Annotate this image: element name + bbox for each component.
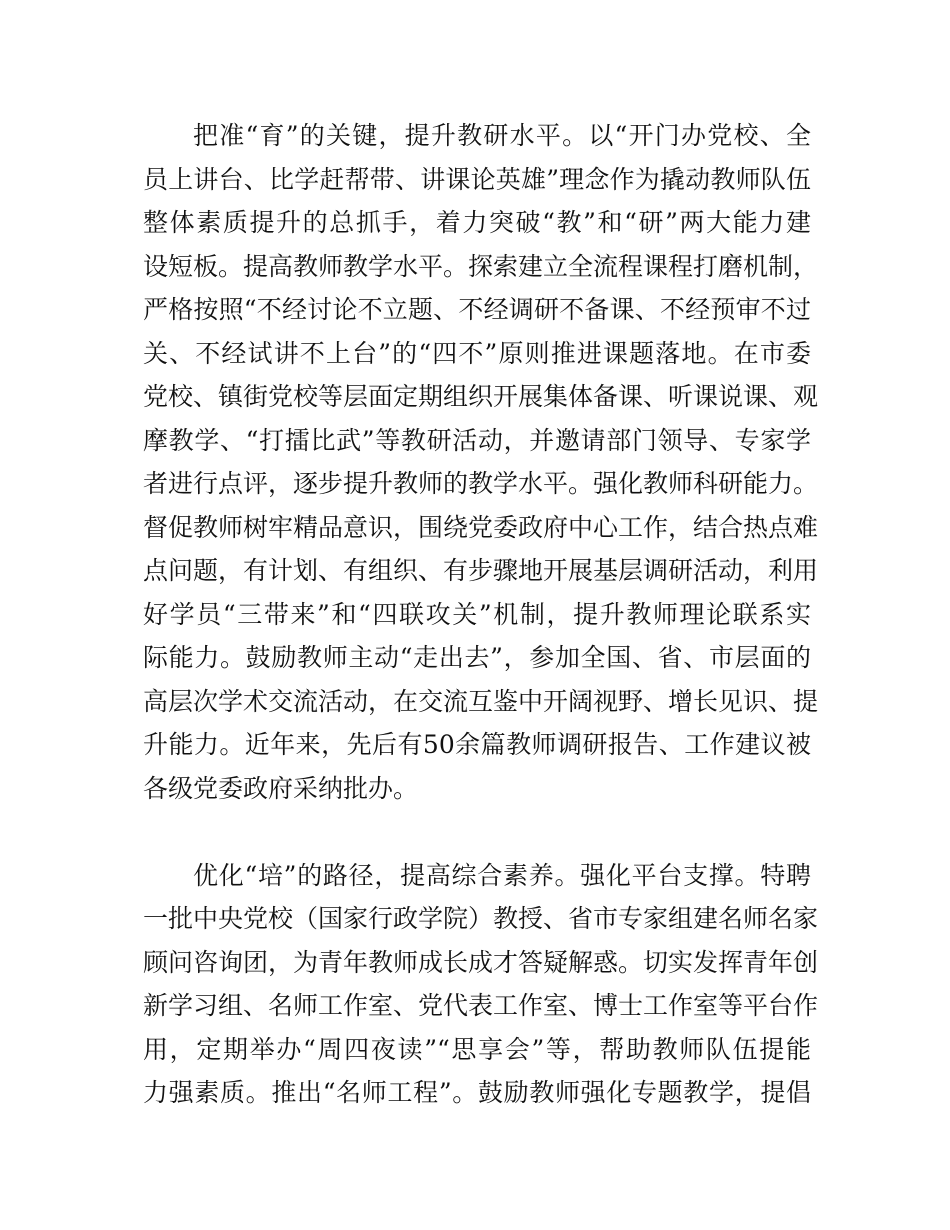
paragraph-1-line-11: 点问题，有计划、有组织、有步骤地开展基层调研活动，利用 — [143, 556, 819, 585]
paragraph-1-line-6: 关、不经试讲不上台”的“四不”原则推进课题落地。在市委 — [143, 338, 811, 368]
paragraph-2-line-3: 顾问咨询团，为青年教师成长成才答疑解惑。切实发挥青年创 — [143, 947, 819, 977]
paragraph-1-line-12: 好学员“三带来”和“四联攻关”机制，提升教师理论联系实 — [143, 599, 811, 629]
paragraph-2-line-4: 新学习组、名师工作室、党代表工作室、博士工作室等平台作 — [143, 991, 819, 1020]
paragraph-1-line-4: 设短板。提高教师教学水平。探索建立全流程课程打磨机制， — [143, 251, 819, 281]
paragraph-1-line-8: 摩教学、“打擂比武”等教研活动，并邀请部门领导、专家学 — [143, 425, 811, 455]
paragraph-1-line-15: 升能力。近年来，先后有50余篇教师调研报告、工作建议被 — [143, 730, 811, 759]
paragraph-1 — [143, 114, 819, 810]
paragraph-1-line-2: 员上讲台、比学赶帮带、讲课论英雄”理念作为撬动教师队伍 — [143, 164, 811, 194]
paragraph-1-line-16: 各级党委政府采纳批办。 — [143, 773, 419, 803]
paragraph-2 — [143, 854, 819, 1115]
paragraph-1-line-1: 把准“育”的关键，提升教研水平。以“开门办党校、全 — [193, 121, 811, 150]
paragraph-2-line-2: 一批中央党校（国家行政学院）教授、省市专家组建名师名家 — [143, 904, 819, 933]
paragraph-1-line-10: 督促教师树牢精品意识，围绕党委政府中心工作，结合热点难 — [143, 512, 819, 542]
paragraph-1-line-13: 际能力。鼓励教师主动“走出去”，参加全国、省、市层面的 — [143, 643, 811, 672]
paragraph-2-line-6: 力强素质。推出“名师工程”。鼓励教师强化专题教学，提倡 — [143, 1078, 811, 1107]
document-body — [143, 114, 819, 1115]
paragraph-2-line-5: 用，定期举办“周四夜读”“思享会”等，帮助教师队伍提能 — [143, 1034, 811, 1064]
paragraph-2-line-1: 优化“培”的路径，提高综合素养。强化平台支撑。特聘 — [193, 860, 811, 890]
paragraph-spacer — [143, 810, 811, 854]
paragraph-1-line-7: 党校、镇街党校等层面定期组织开展集体备课、听课说课、观 — [143, 382, 819, 411]
paragraph-1-line-3: 整体素质提升的总抓手，着力突破“教”和“研”两大能力建 — [143, 208, 811, 237]
paragraph-1-line-9: 者进行点评，逐步提升教师的教学水平。强化教师科研能力。 — [143, 469, 819, 498]
paragraph-1-line-14: 高层次学术交流活动，在交流互鉴中开阔视野、增长见识、提 — [143, 686, 819, 716]
paragraph-1-line-5: 严格按照“不经讨论不立题、不经调研不备课、不经预审不过 — [143, 295, 811, 324]
